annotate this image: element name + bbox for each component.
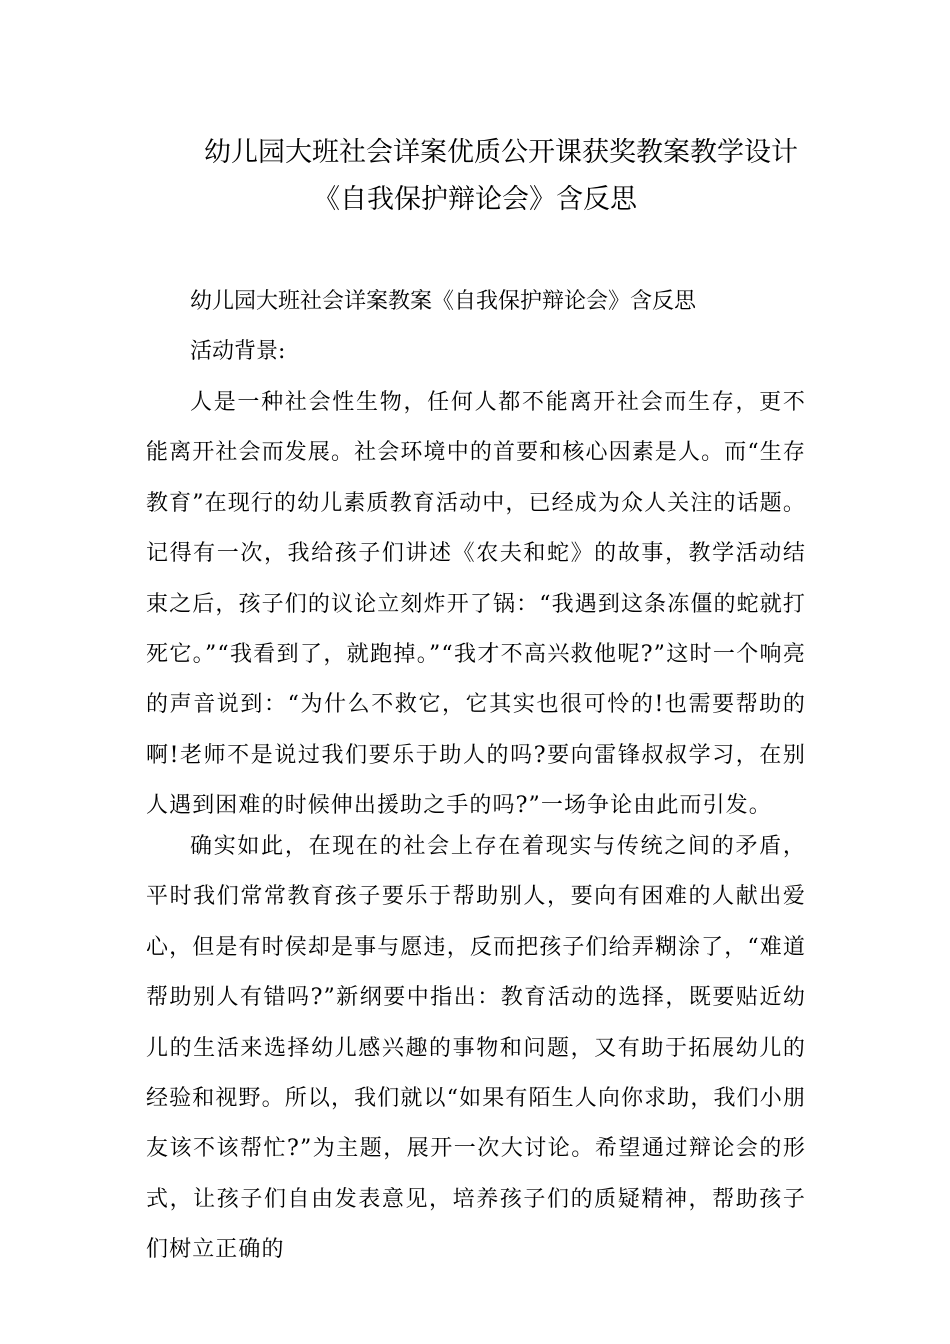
document-title-line-2: 《自我保护辩论会》含反思 (313, 184, 637, 215)
body-paragraph-2: 确实如此，在现在的社会上存在着现实与传统之间的矛盾，平时我们常常教育孩子要乐于帮助别人，要向有困难的人献出爱心，但是有时侯却是事与愿违，反而把孩子们给弄糊涂了，“难道帮助别人有错吗?”新纲要中指出：教育活动的选择，既要贴近幼儿的生活来选择幼儿感兴趣的事物和问题，又有助于拓展幼儿的经验和视野。所以，我们就以“如果有陌生人向你求助，我们小朋友该不该帮忙?”为主题，展开一次大讨论。希望通过辩论会的形式，让孩子们自由发表意见，培养孩子们的质疑精神，帮助孩子们树立正确的 (146, 834, 806, 1263)
document-title-line-1: 幼儿园大班社会详案优质公开课获奖教案教学设计 (204, 137, 798, 168)
section-label-background: 活动背景: (190, 339, 286, 364)
body-paragraph-1: 人是一种社会性生物，任何人都不能离开社会而生存，更不能离开社会而发展。社会环境中的首要和核心因素是人。而“生存教育”在现行的幼儿素质教育活动中，已经成为众人关注的话题。记得有一次，我给孩子们讲述《农夫和蛇》的故事，教学活动结束之后，孩子们的议论立刻炸开了锅：“我遇到这条冻僵的蛇就打死它。”“我看到了，就跑掉。”“我才不高兴救他呢?”这时一个响亮的声音说到：“为什么不救它，它其实也很可怜的!也需要帮助的啊!老师不是说过我们要乐于助人的吗?要向雷锋叔叔学习，在别人遇到困难的时候伸出援助之手的吗?”一场争论由此而引发。 (146, 390, 806, 819)
document-subtitle: 幼儿园大班社会详案教案《自我保护辩论会》含反思 (190, 289, 697, 314)
